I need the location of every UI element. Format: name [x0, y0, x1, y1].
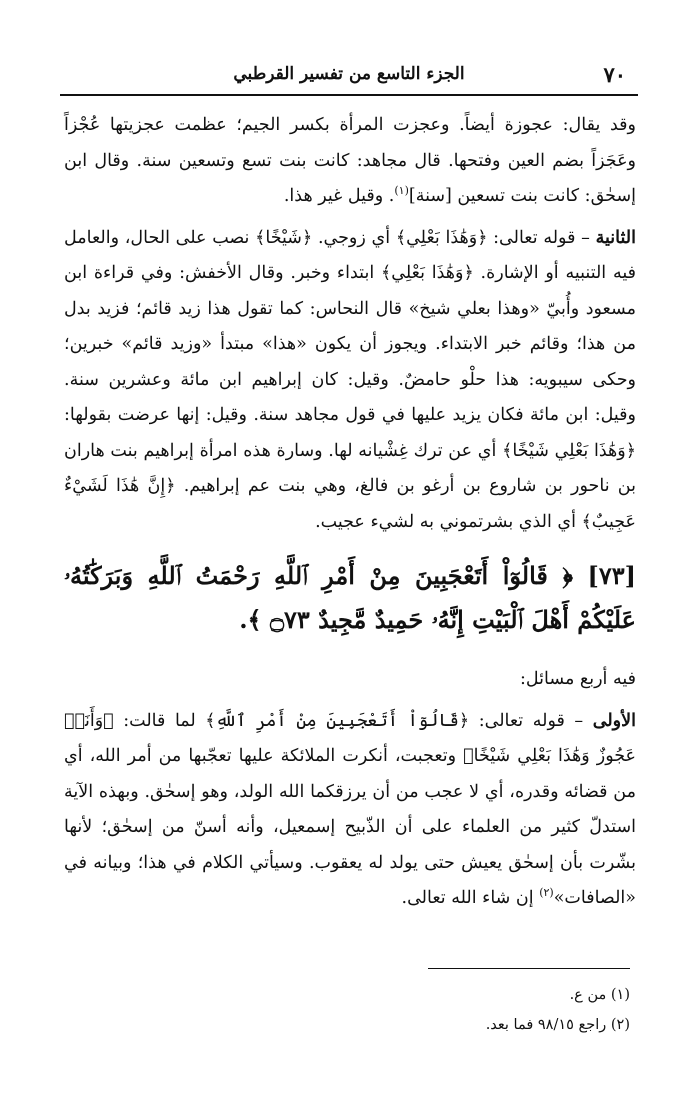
- header-rule: [60, 94, 638, 96]
- paragraph-intro: [64, 662, 636, 698]
- paragraph-text: أي الذي بشرتموني به لشيء عجيب.: [315, 511, 582, 532]
- quran-quote: ﴿إِنَّ هَٰذَا لَشَيْءٌ عَجِيبٌ﴾: [64, 476, 636, 532]
- verse-text: ﴿ قَالُوٓاْ أَتَعْجَبِينَ مِنْ أَمْرِ ٱللَّهِ رَحْمَتُ ٱللَّهِ وَبَرَكَٰتُهُۥ عَلَيْكُمْ أَهْلَ ٱلْبَيْتِ إِنَّهُۥ حَمِيدٌ مَّجِيدٌ ۝٧٣ ﴾: [64, 561, 636, 634]
- quran-quote: ﴿وَهَٰذَا بَعْلِي شَيْخًا﴾: [502, 440, 636, 461]
- running-title: الجزء التاسع من تفسير القرطبي: [233, 64, 465, 84]
- quran-quote: ﴿قَالُوٓاْ أَتَعْجَبِينَ مِنْ أَمْرِ ٱللَّهِ﴾: [205, 710, 470, 731]
- footnote-marker: (١): [394, 184, 409, 198]
- issue-heading: الأولى: [592, 710, 636, 731]
- paragraph-first-issue: [64, 704, 636, 917]
- paragraph-text: – قوله تعالى:: [469, 710, 593, 731]
- paragraph-text: . وقيل غير هذا.: [283, 186, 395, 206]
- quran-quote: ﴿وَهَٰذَا بَعْلِي﴾: [395, 227, 488, 248]
- quran-quote: ﴿وَهَٰذَا بَعْلِي﴾: [381, 263, 474, 283]
- paragraph-text: وتعجبت، أنكرت الملائكة عليها تعجّبها من أمر الله، أي من قضائه وقدره، أي لا عجب من أن يرزقكما الله الولد، وهو إسحٰق. وبهذه الآية استدلّ كثير من العلماء على أن الذّبيح إسمعيل، وأنه أسنّ من إسحٰق؛ لأنها بشّرت بأن إسحٰق يعيش حتى يولد له يعقوب. وسيأتي الكلام في هذا؛ وبيانه في «الصافات»: [64, 746, 636, 908]
- verse-end: .: [239, 605, 248, 634]
- paragraph-text: أي زوجي.: [312, 227, 396, 248]
- paragraph-opening: [64, 108, 636, 215]
- page-number: ٧٠: [603, 62, 626, 87]
- footnotes: [64, 980, 630, 1040]
- page-body: [64, 108, 636, 917]
- footnote-rule: [428, 968, 630, 969]
- paragraph-text: إن شاء الله تعالى.: [401, 888, 540, 908]
- paragraph-text: لما قالت:: [113, 710, 206, 731]
- paragraph-text: فيه أربع مسائل:: [520, 669, 636, 689]
- issue-heading: الثانية: [595, 227, 636, 248]
- paragraph-text: ابتداء وخبر. وقال الأخفش: وفي قراءة ابن مسعود وأُبيّ «وهذا بعلي شيخ» قال النحاس: كما تقول هذا زيد قائم؛ فزيد بدل من هذا؛ وقائم خبر الابتداء. ويجوز أن يكون «هذا» مبتدأ «وزيد قائم» خبرين؛ وحكى سيبويه: هذا حلْو حامضٌ. وقيل: كان إبراهيم ابن مائة وعشرين سنة. وقيل: ابن مائة فكان يزيد عليها في قول مجاهد سنة. وقيل: إنها عرضت بقولها:: [64, 263, 636, 425]
- paragraph-text: وقد يقال: عجوزة أيضاً. وعجزت المرأة بكسر الجيم؛ عظمت عجزيتها عُجْزاً وعَجَزاً بضم العين وفتحها. قال مجاهد: كانت بنت تسع وتسعين سنة. وقال ابن إسحٰق: كانت بنت تسعين [سنة]: [64, 115, 636, 206]
- paragraph-second-issue: [64, 221, 636, 541]
- verse-number: [٧٣]: [587, 561, 636, 590]
- paragraph-text: أي عن ترك غِشْيانه لها. وسارة هذه امرأة إبراهيم بنت هاران بن ناحور بن شاروع بن أرغو بن فالغ، وهي بنت عم إبراهيم.: [64, 440, 636, 496]
- quran-quote: ﴿وَأَنَا۠ عَجُوزٌ وَهَٰذَا بَعْلِي شَيْخًا﴾: [64, 710, 636, 766]
- paragraph-text: – قوله تعالى:: [487, 227, 596, 248]
- footnote-marker: (٢): [539, 886, 554, 900]
- verse-block: [64, 554, 636, 642]
- page-header: [60, 60, 638, 96]
- footnote-2: (٢) راجع ٩٨/١٥ فما بعد.: [485, 1017, 630, 1033]
- quran-quote: ﴿شَيْخًا﴾: [255, 227, 313, 248]
- paragraph-text: نصب على الحال، والعامل فيه التنبيه أو الإشارة.: [64, 227, 636, 283]
- footnote-1: (١) من ع.: [569, 987, 630, 1003]
